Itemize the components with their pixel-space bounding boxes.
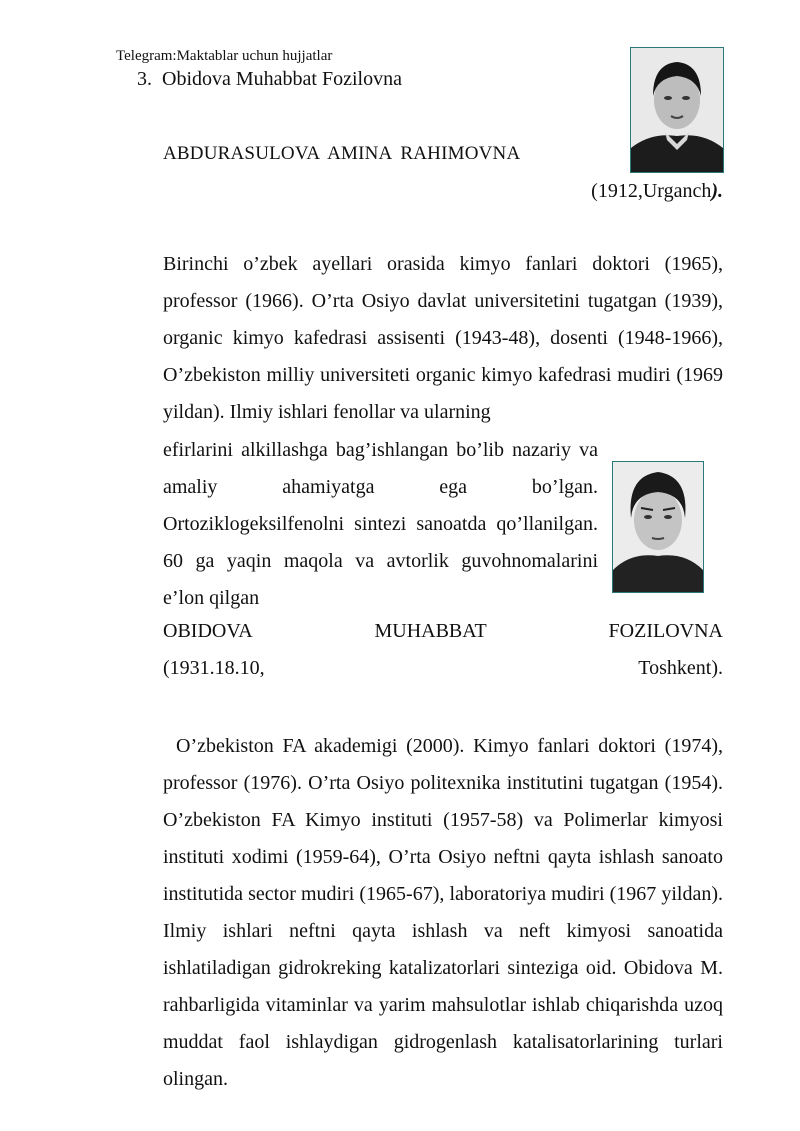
portrait-photo-abdurasulova (630, 47, 724, 173)
list-item-number: 3. (137, 68, 152, 90)
person2-paragraph: O’zbekiston FA akademigi (2000). Kimyo fanlari doktori (1974), professor (1976). O’rta Osiyo politexnika institutini tugatgan (1954). O’zbekiston FA Kimyo instituti (1957-58) va Polimerlar kimyosi instituti xodimi (1959-64), O’rta Osiyo neftni qayta ishlash sanoato institutida sector mudiri (1965-67), laboratoriya mudiri (1967 yildan). Ilmiy ishlari neftni qayta ishlash va neft kimyosi sanoatida ishlatiladigan gidrokreking katalizatorlari sinteziga oid. Obidova M. rahbarligida vitaminlar va yarim mahsulotlar ishlab chiqarishda uzoq muddat faol ishlaydigan gidrogenlash katalisatorlarining turlari olingan. (163, 735, 723, 1090)
person2-meta (163, 657, 723, 680)
list-item-heading (137, 68, 402, 91)
person1-name: ABDURASULOVA AMINA RAHIMOVNA (163, 143, 521, 164)
person2-name-part: MUHABBAT (374, 620, 487, 642)
person2-meta-place: Toshkent). (638, 657, 723, 679)
person1-meta-text: (1912,Urganch (591, 180, 712, 202)
telegram-header: Telegram:Maktablar uchun hujjatlar (116, 48, 333, 64)
person2-meta-date: (1931.18.10, (163, 657, 265, 679)
person1-paragraph-narrow: efirlarini alkillashga bag’ishlangan bo’lib nazariy va amaliy ahamiyatga ega bo’lgan. Ortoziklogeksilfenolni sintezi sanoatda qo’llanilgan. 60 ga yaqin maqola va avtorlik guvohnomalarini e’lon qilgan (163, 439, 598, 609)
person2-name-part: OBIDOVA (163, 620, 253, 642)
person1-paragraph: Birinchi o’zbek ayellari orasida kimyo fanlari doktori (1965), professor (1966). O’rta Osiyo davlat universitetini tugatgan (1939), organic kimyo kafedrasi assisenti (1943-48), dosenti (1948-1966), O’zbekiston milliy universiteti organic kimyo kafedrasi mudiri (1969 yildan). Ilmiy ishlari fenollar va ularning (163, 253, 723, 423)
person2-name-part: FOZILOVNA (608, 620, 723, 642)
person1-meta-close: ). (711, 180, 723, 202)
person2-name (163, 620, 723, 643)
list-item-text: Obidova Muhabbat Fozilovna (162, 68, 402, 90)
person1-meta (591, 180, 723, 203)
portrait-photo-obidova (612, 461, 704, 593)
